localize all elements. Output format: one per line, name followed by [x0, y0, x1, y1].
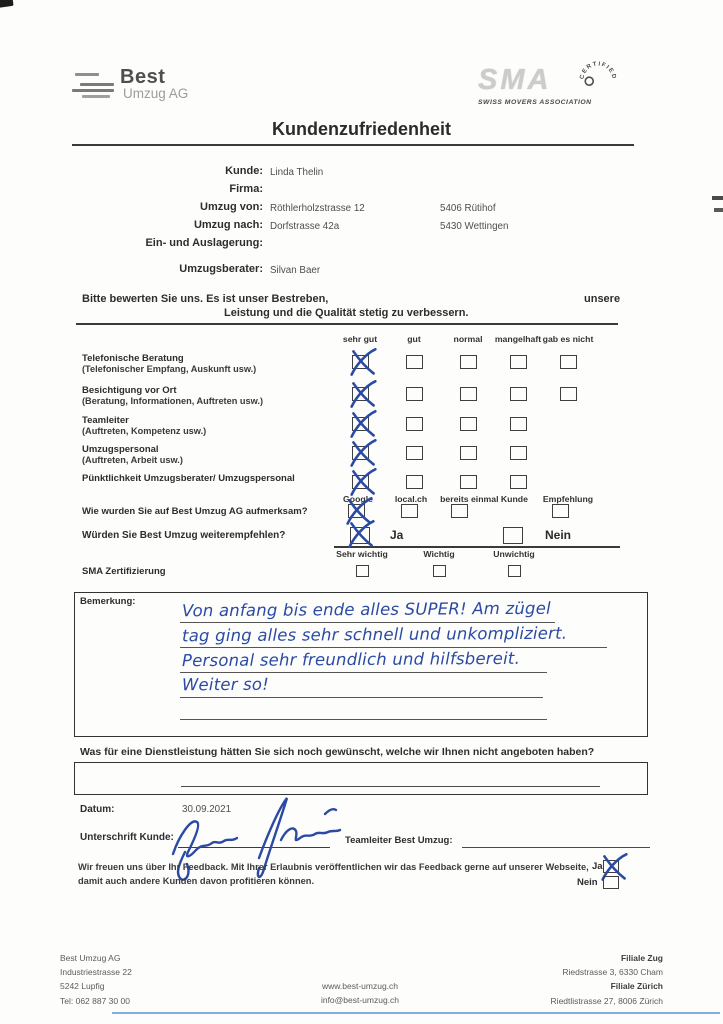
rating-column-header: normal [453, 334, 483, 344]
checkbox-empty[interactable] [503, 527, 523, 544]
checkbox-checked[interactable] [352, 417, 369, 431]
field-label: Umzug nach: [193, 219, 263, 231]
recommend-question: Würden Sie Best Umzug weiterempfehlen? [82, 530, 286, 541]
intro-line1: Bitte bewerten Sie uns. Es ist unser Bestreben, [82, 293, 329, 305]
handwritten-remark-line: tag ging alles sehr schnell und unkompliziert. [181, 623, 568, 646]
rating-row-subtitle: (Auftreten, Arbeit usw.) [82, 455, 183, 465]
teamleiter-signature-line [462, 846, 650, 848]
rating-row-label [82, 385, 263, 406]
footer-line: Riedtlistrasse 27, 8006 Zürich [550, 995, 663, 1006]
checkbox-empty[interactable] [510, 387, 527, 401]
checkbox-empty[interactable] [460, 417, 477, 431]
footer-line: Best Umzug AG [60, 953, 121, 963]
checkbox-empty[interactable] [356, 565, 369, 577]
checkbox-checked[interactable] [348, 504, 365, 518]
customer-field-row [0, 201, 723, 217]
best-umzug-logo [120, 66, 240, 106]
handwritten-remark-line: Personal sehr freundlich und hilfsbereit. [181, 648, 521, 671]
checkbox-empty[interactable] [406, 387, 423, 401]
footer-line: Riedstrasse 3, 6330 Cham [562, 967, 663, 978]
awareness-option-header: Empfehlung [542, 494, 594, 504]
rating-column-header: gut [407, 334, 421, 344]
checkbox-empty[interactable] [451, 504, 468, 518]
date-label: Datum: [80, 804, 115, 815]
checkbox-empty[interactable] [406, 417, 423, 431]
checkbox-checked[interactable] [350, 527, 370, 544]
rating-row-label [82, 353, 256, 374]
field-value: Linda Thelin [270, 167, 324, 178]
field-value-secondary: 5430 Wettingen [440, 221, 509, 232]
wish-answer-box[interactable] [74, 762, 648, 795]
logo-text-umzug-ag: Umzug AG [123, 86, 189, 101]
checkbox-empty[interactable] [460, 387, 477, 401]
logo-speed-line [72, 89, 114, 92]
consent-yes-label: Ja [592, 861, 603, 872]
field-value-secondary: 5406 Rütihof [440, 203, 496, 214]
field-label: Firma: [229, 183, 263, 195]
footer-left-block [60, 951, 132, 1008]
wish-ruled-line [181, 785, 600, 787]
checkbox-checked[interactable] [352, 446, 369, 460]
checkbox-empty[interactable] [510, 446, 527, 460]
customer-field-row [0, 263, 723, 279]
checkbox-empty[interactable] [603, 876, 619, 889]
customer-field-row [0, 219, 723, 235]
footer-line: Filiale Zug [620, 953, 663, 963]
title-rule [72, 144, 634, 146]
checkbox-empty[interactable] [552, 504, 569, 518]
awareness-option-header: local.ch [394, 494, 428, 504]
field-label: Umzug von: [200, 201, 263, 213]
date-value: 30.09.2021 [182, 804, 232, 815]
checkbox-empty[interactable] [560, 387, 577, 401]
checkbox-empty[interactable] [510, 355, 527, 369]
page-title: Kundenzufriedenheit [272, 119, 451, 139]
handwritten-x-mark-icon [344, 437, 380, 469]
checkbox-empty[interactable] [510, 475, 527, 489]
rating-row-title: Teamleiter [82, 415, 129, 426]
intro-line1-right: unsere [584, 293, 621, 305]
checkbox-empty[interactable] [433, 565, 446, 577]
importance-option-header: Wichtig [423, 549, 455, 559]
scan-artifact-corner [0, 0, 14, 8]
customer-field-row [0, 183, 723, 199]
certified-badge-icon [575, 53, 623, 101]
footer-center-block [295, 979, 425, 1007]
sma-acronym: SMA [478, 64, 552, 96]
intro-line2: Leistung und die Qualität stetig zu verbessern. [224, 307, 469, 319]
awareness-question: Wie wurden Sie auf Best Umzug AG aufmerksam? [82, 506, 308, 517]
checkbox-empty[interactable] [406, 446, 423, 460]
importance-option-header: Sehr wichtig [336, 549, 388, 559]
remarks-ruled-line [180, 696, 543, 698]
handwritten-x-mark-icon [344, 346, 380, 378]
rating-row-title: Besichtigung vor Ort [82, 385, 177, 396]
footer-line: Tel: 062 887 30 00 [60, 995, 130, 1006]
checkbox-empty[interactable] [460, 446, 477, 460]
footer-line: 5242 Lupfig [60, 981, 105, 992]
remarks-ruled-line [180, 718, 547, 720]
handwritten-remark-line: Weiter so! [181, 674, 270, 695]
importance-option-header: Unwichtig [493, 549, 535, 559]
checkbox-empty[interactable] [508, 565, 521, 577]
checkbox-empty[interactable] [560, 355, 577, 369]
field-value: Röthlerholzstrasse 12 [270, 203, 365, 214]
checkbox-empty[interactable] [406, 475, 423, 489]
field-value: Dorfstrasse 42a [270, 221, 340, 232]
consent-text-line2: damit auch andere Kunden davon profitieren können. [78, 876, 315, 886]
remarks-label: Bemerkung: [80, 596, 136, 607]
awareness-option-header: bereits einmal Kunde [440, 494, 528, 504]
sma-subtitle: SWISS MOVERS ASSOCIATION [478, 99, 592, 106]
remarks-ruled-line [180, 671, 547, 673]
svg-text:CERTIFIED: CERTIFIED [579, 61, 617, 81]
consent-text-line1: Wir freuen uns über Ihr Feedback. Mit Ihrer Erlaubnis veröffentlichen wir das Feedback gerne auf unserer Webseite, [78, 862, 589, 872]
remarks-ruled-line [180, 646, 607, 648]
wish-question: Was für eine Dienstleistung hätten Sie sich noch gewünscht, welche wir Ihnen nicht angeboten haben? [80, 746, 595, 758]
checkbox-empty[interactable] [406, 355, 423, 369]
handwritten-x-mark-icon [344, 408, 380, 440]
rating-row-label [82, 415, 206, 436]
checkbox-empty[interactable] [510, 417, 527, 431]
scan-artifact-blue-line [112, 1012, 720, 1014]
awareness-option-header: Google [343, 494, 373, 504]
customer-signature-label: Unterschrift Kunde: [80, 832, 174, 843]
logo-speed-line [75, 73, 99, 76]
handwritten-x-mark-icon [344, 378, 380, 410]
checkbox-checked[interactable] [352, 355, 369, 369]
checkbox-empty[interactable] [460, 355, 477, 369]
sma-logo [478, 62, 638, 112]
rating-row-title: Umzugspersonal [82, 444, 159, 455]
footer-line: Industriestrasse 22 [60, 967, 132, 978]
rating-column-header: sehr gut [342, 334, 378, 344]
handwritten-remark-line: Von anfang bis ende alles SUPER! Am zügel [181, 598, 551, 621]
footer-line: www.best-umzug.ch [321, 981, 399, 991]
remarks-ruled-line [180, 621, 555, 623]
field-label: Kunde: [225, 165, 263, 177]
footer-line: Filiale Zürich [610, 981, 663, 992]
footer-line: info@best-umzug.ch [320, 995, 400, 1006]
recommend-yes-label: Ja [390, 528, 404, 542]
logo-speed-line [80, 83, 114, 86]
customer-field-row [0, 165, 723, 181]
logo-speed-line [82, 95, 110, 98]
rating-row-subtitle: (Auftreten, Kompetenz usw.) [82, 426, 207, 436]
field-label: Umzugsberater: [179, 263, 263, 275]
rating-column-header: mangelhaft [494, 334, 542, 344]
field-label: Ein- und Auslagerung: [145, 237, 263, 249]
rating-column-header: gab es nicht [542, 334, 594, 344]
recommend-no-label: Nein [545, 528, 572, 542]
footer-right-block [440, 951, 663, 1008]
checkbox-checked[interactable] [603, 860, 619, 873]
consent-no-label: Nein [577, 877, 598, 888]
customer-field-row [0, 237, 723, 253]
rating-row-label [82, 444, 183, 465]
checkbox-empty[interactable] [401, 504, 418, 518]
logo-text-best: Best [120, 66, 166, 88]
checkbox-checked[interactable] [352, 387, 369, 401]
sma-certification-label: SMA Zertifizierung [82, 566, 166, 577]
teamleiter-signature-label: Teamleiter Best Umzug: [345, 835, 453, 846]
rating-row-subtitle: (Beratung, Informationen, Auftreten usw.) [82, 396, 264, 406]
recommend-rule [334, 546, 620, 548]
rating-row-label [82, 473, 295, 484]
intro-rule [76, 323, 618, 325]
field-value: Silvan Baer [270, 265, 321, 276]
checkbox-checked[interactable] [352, 475, 369, 489]
rating-row-title: Pünktlichkeit Umzugsberater/ Umzugspersonal [82, 473, 295, 484]
rating-row-subtitle: (Telefonischer Empfang, Auskunft usw.) [82, 364, 257, 374]
rating-row-title: Telefonische Beratung [82, 353, 184, 364]
checkbox-empty[interactable] [460, 475, 477, 489]
